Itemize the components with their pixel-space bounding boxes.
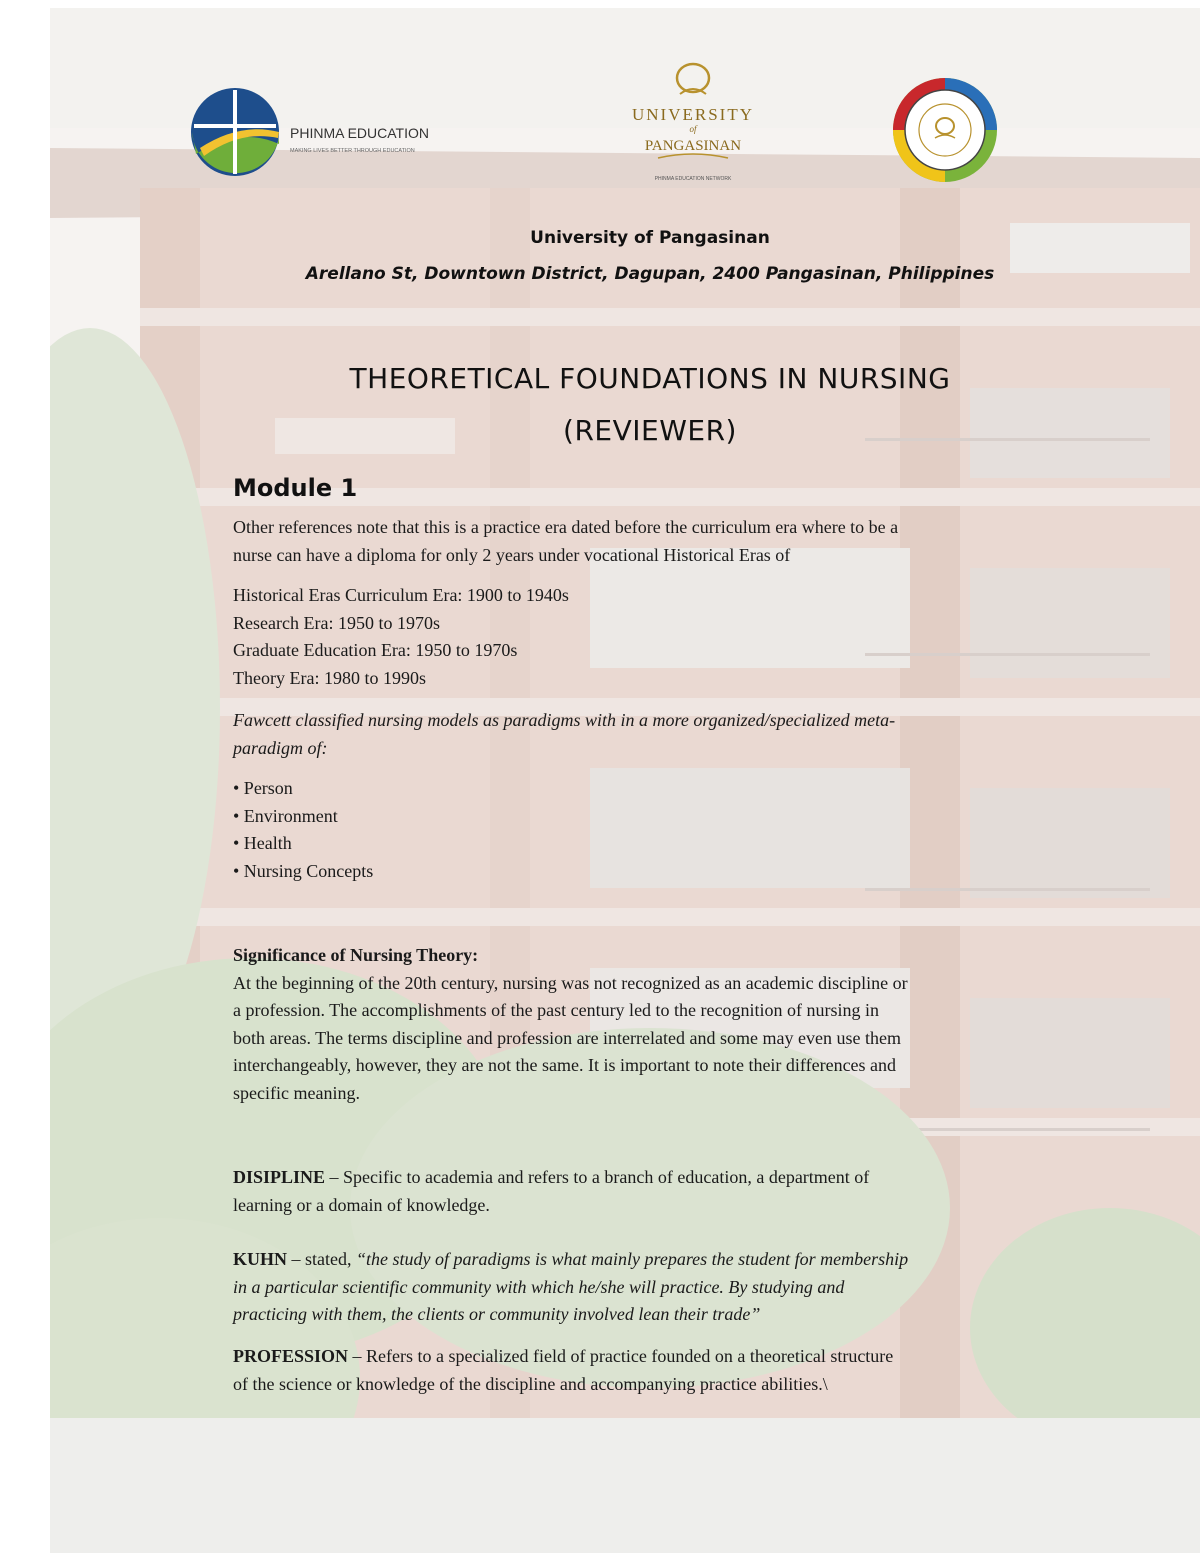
paradigm-item: • Environment — [233, 805, 338, 826]
significance-line: At the beginning of the 20th century, nursing was not recognized as an academic discipline or — [233, 972, 908, 993]
document-title-line1: THEORETICAL FOUNDATIONS IN NURSING — [349, 362, 951, 395]
document-page — [50, 8, 1200, 1553]
fawcett-line: Fawcett classified nursing models as paradigms with in a more organized/specialized meta- — [233, 710, 896, 730]
eras-list — [233, 582, 1073, 692]
discipline-text: learning or a domain of knowledge. — [233, 1194, 490, 1215]
fawcett-line: paradigm of: — [233, 737, 328, 758]
kuhn-quote-text: “the study of paradigms is what mainly prepares the student for membership — [356, 1249, 909, 1269]
kuhn-term: KUHN — [233, 1249, 287, 1269]
college-seal-logo — [890, 70, 1000, 190]
discipline-definition — [233, 1164, 1073, 1219]
phinma-tagline: MAKING LIVES BETTER THROUGH EDUCATION — [290, 148, 415, 154]
up-logo-of: of — [689, 124, 697, 134]
kuhn-stated: – stated, — [287, 1249, 356, 1269]
profession-text: – Refers to a specialized field of practice founded on a theoretical structure — [348, 1346, 894, 1366]
intro-line: nurse can have a diploma for only 2 years under vocational Historical Eras of — [233, 544, 791, 565]
discipline-term: DISIPLINE — [233, 1167, 326, 1187]
intro-line: Other references note that this is a practice era dated before the curriculum era where to be a — [233, 517, 899, 537]
kuhn-quote-text: in a particular scientific community with which he/she will practice. By studying and — [233, 1276, 845, 1297]
significance-line: specific meaning. — [233, 1082, 360, 1103]
paradigm-list — [233, 775, 1073, 885]
kuhn-quote-text: practicing with them, the clients or community involved lean their trade” — [233, 1304, 761, 1324]
era-item: Research Era: 1950 to 1970s — [233, 612, 440, 633]
university-name: University of Pangasinan — [530, 228, 770, 248]
profession-term: PROFESSION — [233, 1346, 349, 1366]
paradigm-item: • Health — [233, 833, 292, 853]
significance-heading: Significance of Nursing Theory: — [233, 945, 479, 965]
era-item: Graduate Education Era: 1950 to 1970s — [233, 640, 518, 660]
module-heading: Module 1 — [233, 474, 358, 502]
up-logo-line1: UNIVERSITY — [632, 105, 754, 124]
paradigm-item: • Nursing Concepts — [233, 860, 374, 881]
era-item: Theory Era: 1980 to 1990s — [233, 667, 426, 688]
up-logo-line2: PANGASINAN — [644, 138, 742, 154]
significance-line: interchangeably, however, they are not the same. It is important to note their differences and — [233, 1055, 897, 1075]
profession-definition — [233, 1343, 1073, 1398]
fawcett-paragraph — [233, 707, 1073, 762]
university-address: Arellano St, Downtown District, Dagupan, 2400 Pangasinan, Philippines — [305, 264, 995, 284]
kuhn-quote — [233, 1246, 1073, 1329]
significance-line: both areas. The terms discipline and profession are interrelated and some may even use them — [233, 1027, 901, 1048]
phinma-education-logo — [190, 86, 450, 178]
significance-section — [233, 942, 1073, 1107]
discipline-text: – Specific to academia and refers to a branch of education, a department of — [325, 1167, 870, 1187]
up-logo-network: PHINMA EDUCATION NETWORK — [654, 176, 732, 182]
profession-text: of the science or knowledge of the discipline and accompanying practice abilities.\ — [233, 1373, 828, 1394]
intro-paragraph — [233, 514, 1073, 569]
significance-line: a profession. The accomplishments of the past century led to the recognition of nursing in — [233, 1000, 880, 1020]
paradigm-item: • Person — [233, 778, 293, 798]
phinma-name: PHINMA EDUCATION — [290, 125, 429, 141]
era-item: Historical Eras Curriculum Era: 1900 to 1940s — [233, 585, 569, 605]
document-title-line2: (REVIEWER) — [563, 414, 737, 447]
university-of-pangasinan-logo — [618, 56, 768, 186]
